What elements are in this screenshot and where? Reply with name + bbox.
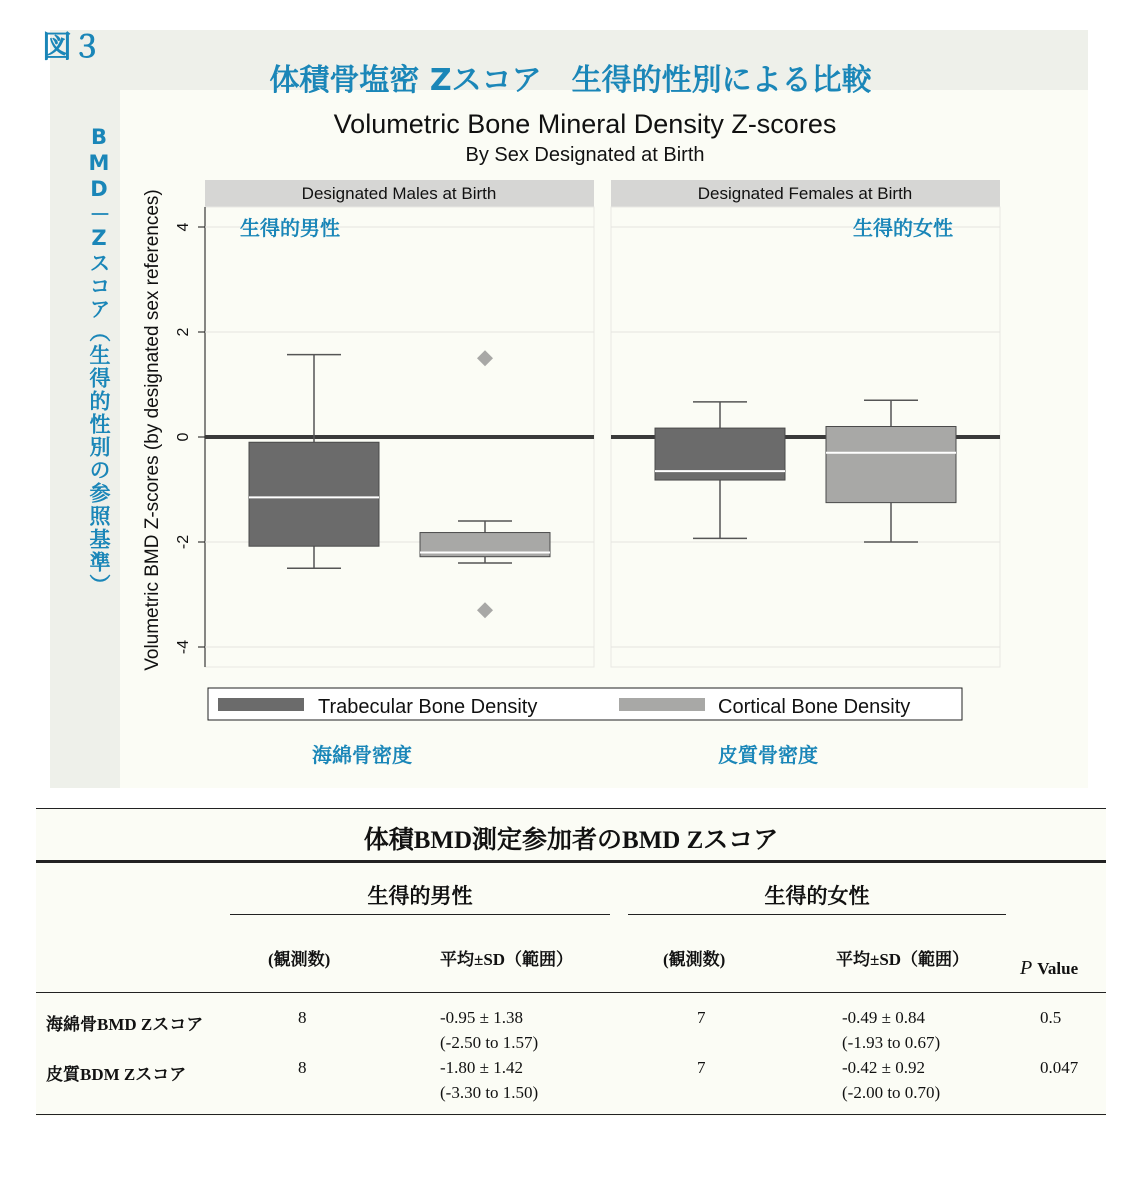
cell-female-mean: -0.49 ± 0.84 <box>842 1008 925 1027</box>
group-rule-female <box>628 914 1006 915</box>
panel-title-females: Designated Females at Birth <box>697 184 913 203</box>
panel-title-males: Designated Males at Birth <box>301 184 497 203</box>
table-group-female: 生得的女性 <box>764 884 870 908</box>
chart-title: Volumetric Bone Mineral Density Z-scores <box>333 109 837 139</box>
y-tick-label: 2 <box>175 327 192 337</box>
header-p-italic: P <box>1020 957 1033 979</box>
cell-female-range: (-1.93 to 0.67) <box>842 1033 941 1052</box>
table-top-rule <box>36 808 1106 809</box>
header-p-rest: Value <box>1037 959 1079 978</box>
table-group-male: 生得的男性 <box>367 884 473 908</box>
legend-swatch-cortical <box>619 698 705 711</box>
cell-male-range: (-3.30 to 1.50) <box>440 1083 539 1102</box>
header-bottom-rule <box>36 992 1106 993</box>
cell-female-n: 7 <box>697 1058 706 1077</box>
y-tick-label: 4 <box>175 222 192 232</box>
header-p-value <box>1020 957 1078 980</box>
cell-p-value: 0.047 <box>1040 1058 1079 1077</box>
cell-female-range: (-2.00 to 0.70) <box>842 1083 941 1102</box>
jp-trabecular-label: 海綿骨密度 <box>312 743 412 767</box>
chart-subtitle: By Sex Designated at Birth <box>465 144 705 166</box>
cell-female-n: 7 <box>697 1008 706 1027</box>
cell-male-n: 8 <box>298 1058 307 1077</box>
header-n-female: (観測数) <box>663 950 726 969</box>
y-tick-label: 0 <box>175 432 192 442</box>
header-mean-female: 平均±SD（範囲） <box>836 950 970 969</box>
header-n-male: (観測数) <box>268 950 331 969</box>
row-label: 皮質BDM Zスコア <box>46 1065 187 1084</box>
cell-female-mean: -0.42 ± 0.92 <box>842 1058 925 1077</box>
box-iqr <box>826 427 956 503</box>
group-rule-male <box>230 914 610 915</box>
legend-label-cortical: Cortical Bone Density <box>718 696 911 718</box>
box-iqr <box>655 428 785 480</box>
y-tick-label: -2 <box>175 534 192 550</box>
table-title: 体積BMD測定参加者のBMD Zスコア <box>363 827 779 854</box>
jp-cortical-label: 皮質骨密度 <box>718 743 818 767</box>
cell-male-mean: -0.95 ± 1.38 <box>440 1008 523 1027</box>
jp-male-label: 生得的男性 <box>240 216 340 240</box>
box-iqr <box>249 442 379 546</box>
y-axis-label: Volumetric BMD Z-scores (by designated sex references) <box>142 189 163 671</box>
table-thick-rule <box>36 860 1106 863</box>
table-bottom-rule <box>36 1114 1106 1115</box>
cell-p-value: 0.5 <box>1040 1008 1062 1027</box>
legend-label-trabecular: Trabecular Bone Density <box>318 696 538 718</box>
cell-male-mean: -1.80 ± 1.42 <box>440 1058 523 1077</box>
legend-swatch-trabecular <box>218 698 304 711</box>
jp-axis-label: BMD－Zスコア（生得的性別の参照基準） <box>87 125 111 597</box>
cell-male-n: 8 <box>298 1008 307 1027</box>
row-label: 海綿骨BMD Zスコア <box>46 1015 204 1034</box>
jp-title: 体積骨塩密 Zスコア 生得的性別による比較 <box>269 63 872 98</box>
cell-male-range: (-2.50 to 1.57) <box>440 1033 539 1052</box>
jp-female-label: 生得的女性 <box>853 216 953 240</box>
figure-label: 図３ <box>42 30 102 65</box>
y-tick-label: -4 <box>175 639 192 655</box>
header-mean-male: 平均±SD（範囲） <box>440 950 574 969</box>
